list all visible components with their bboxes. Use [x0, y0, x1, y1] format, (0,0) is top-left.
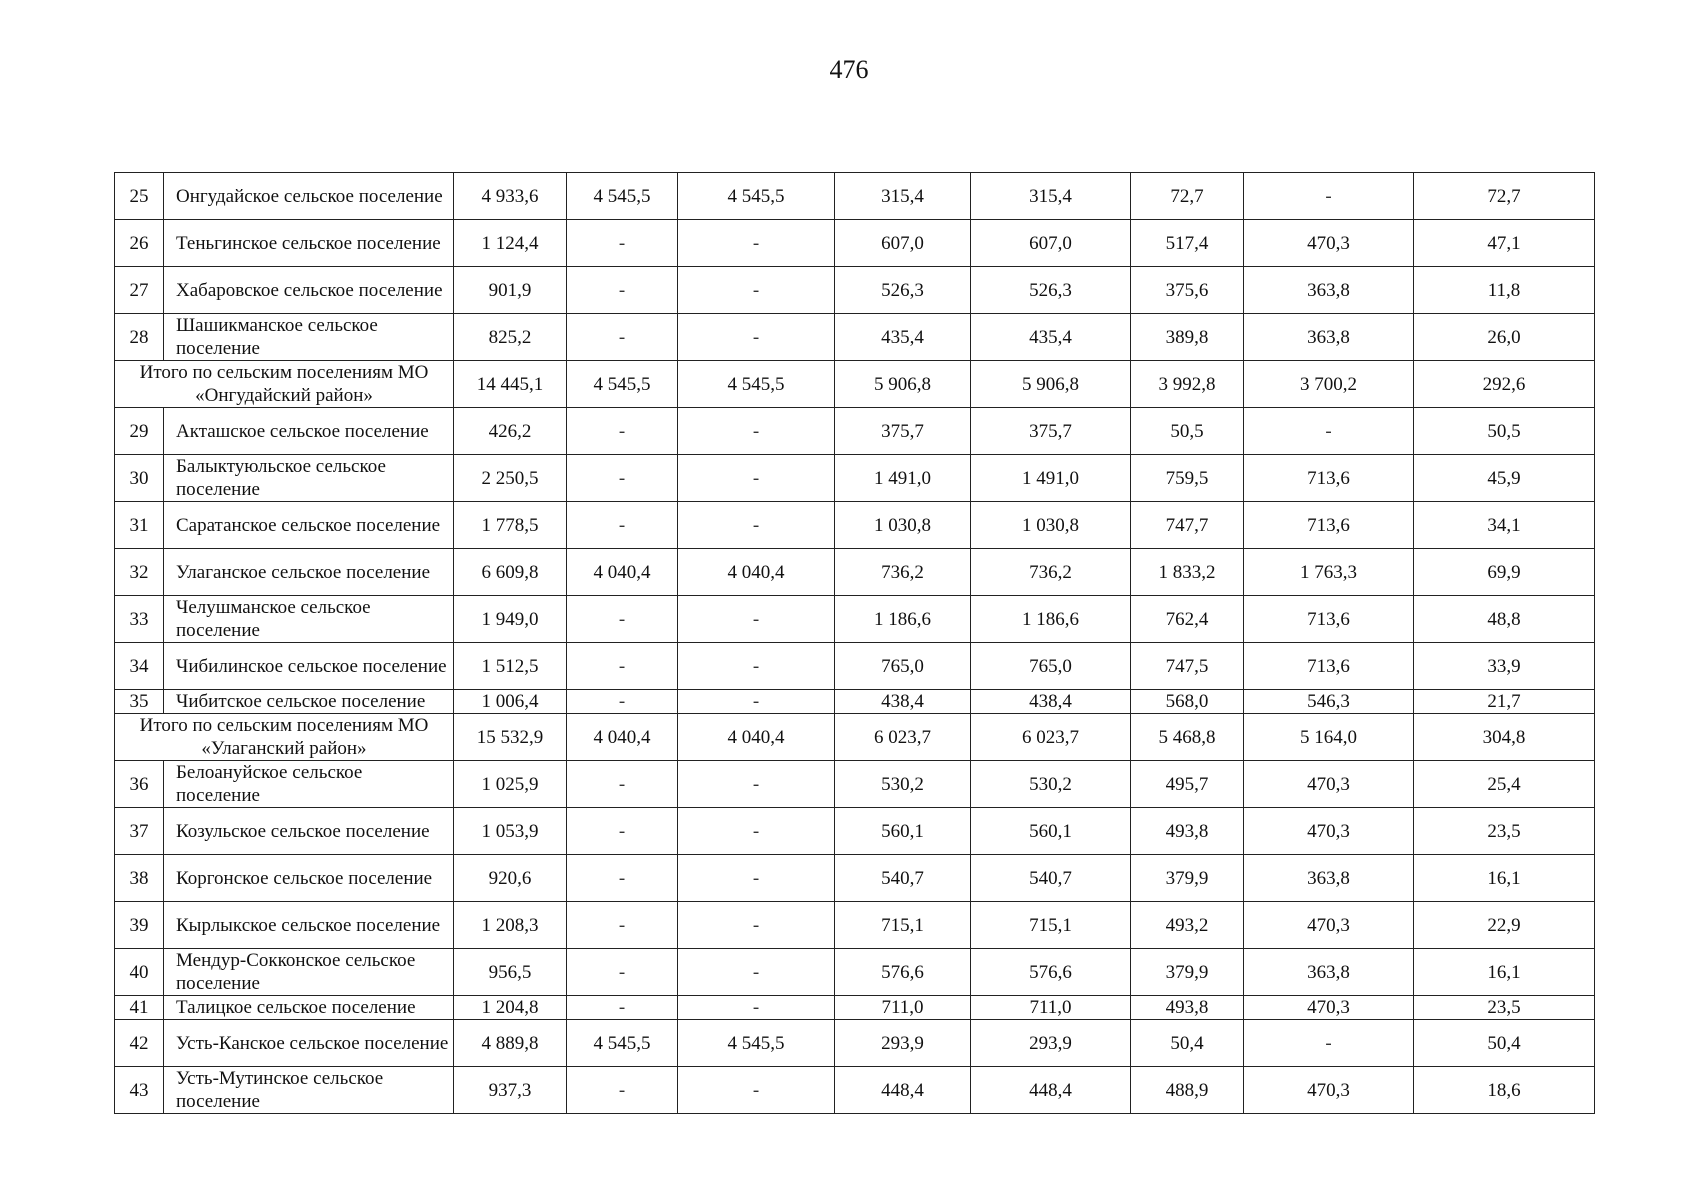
- value-cell: 34,1: [1414, 502, 1595, 549]
- value-cell: -: [678, 455, 835, 502]
- value-cell: 5 906,8: [835, 361, 971, 408]
- table-row: [115, 855, 1595, 902]
- value-cell: -: [567, 455, 678, 502]
- value-cell: 825,2: [454, 314, 567, 361]
- value-cell: 15 532,9: [454, 714, 567, 761]
- value-cell: 72,7: [1414, 173, 1595, 220]
- value-cell: 526,3: [971, 267, 1131, 314]
- value-cell: -: [567, 949, 678, 996]
- value-cell: -: [567, 761, 678, 808]
- value-cell: 470,3: [1244, 761, 1414, 808]
- row-number: 32: [115, 549, 164, 596]
- table-row: [115, 949, 1595, 996]
- settlement-name: Усть-Канское сельское поселение: [164, 1020, 454, 1067]
- value-cell: -: [567, 902, 678, 949]
- settlement-name: Коргонское сельское поселение: [164, 855, 454, 902]
- value-cell: 540,7: [835, 855, 971, 902]
- value-cell: 375,7: [971, 408, 1131, 455]
- row-number: 38: [115, 855, 164, 902]
- value-cell: -: [1244, 408, 1414, 455]
- table-total-row: [115, 361, 1595, 408]
- settlement-name: Онгудайское сельское поселение: [164, 173, 454, 220]
- value-cell: 363,8: [1244, 949, 1414, 996]
- value-cell: 1 949,0: [454, 596, 567, 643]
- table-row: [115, 808, 1595, 855]
- value-cell: 363,8: [1244, 855, 1414, 902]
- value-cell: 607,0: [835, 220, 971, 267]
- value-cell: 540,7: [971, 855, 1131, 902]
- value-cell: 4 040,4: [567, 714, 678, 761]
- value-cell: 2 250,5: [454, 455, 567, 502]
- value-cell: 72,7: [1131, 173, 1244, 220]
- settlement-name: Улаганское сельское поселение: [164, 549, 454, 596]
- value-cell: 4 545,5: [678, 361, 835, 408]
- value-cell: 4 889,8: [454, 1020, 567, 1067]
- row-number: 34: [115, 643, 164, 690]
- settlement-name: Усть-Мутинское сельское поселение: [164, 1067, 454, 1114]
- table-row: [115, 502, 1595, 549]
- settlement-name: Кырлыкское сельское поселение: [164, 902, 454, 949]
- settlement-name: Белоануйское сельское поселение: [164, 761, 454, 808]
- value-cell: 438,4: [971, 690, 1131, 714]
- value-cell: -: [678, 1067, 835, 1114]
- row-number: 25: [115, 173, 164, 220]
- table-row: [115, 408, 1595, 455]
- value-cell: 1 491,0: [971, 455, 1131, 502]
- value-cell: 23,5: [1414, 996, 1595, 1020]
- value-cell: -: [678, 314, 835, 361]
- settlement-name: Хабаровское сельское поселение: [164, 267, 454, 314]
- table-row: [115, 455, 1595, 502]
- value-cell: -: [567, 643, 678, 690]
- value-cell: -: [678, 902, 835, 949]
- settlement-name: Талицкое сельское поселение: [164, 996, 454, 1020]
- value-cell: 6 023,7: [835, 714, 971, 761]
- row-number: 42: [115, 1020, 164, 1067]
- value-cell: 576,6: [971, 949, 1131, 996]
- value-cell: 713,6: [1244, 455, 1414, 502]
- value-cell: -: [567, 314, 678, 361]
- value-cell: 1 053,9: [454, 808, 567, 855]
- value-cell: 1 006,4: [454, 690, 567, 714]
- value-cell: 69,9: [1414, 549, 1595, 596]
- settlement-name: Теньгинское сельское поселение: [164, 220, 454, 267]
- page-number: 476: [829, 55, 869, 84]
- value-cell: -: [567, 502, 678, 549]
- value-cell: 363,8: [1244, 267, 1414, 314]
- value-cell: 4 040,4: [567, 549, 678, 596]
- row-number: 33: [115, 596, 164, 643]
- value-cell: 1 833,2: [1131, 549, 1244, 596]
- value-cell: 5 906,8: [971, 361, 1131, 408]
- value-cell: 1 204,8: [454, 996, 567, 1020]
- value-cell: 470,3: [1244, 220, 1414, 267]
- value-cell: 713,6: [1244, 596, 1414, 643]
- value-cell: 1 025,9: [454, 761, 567, 808]
- settlement-name: Шашикманское сельское поселение: [164, 314, 454, 361]
- value-cell: 6 023,7: [971, 714, 1131, 761]
- value-cell: -: [567, 267, 678, 314]
- value-cell: 50,4: [1131, 1020, 1244, 1067]
- value-cell: 495,7: [1131, 761, 1244, 808]
- table-total-row: [115, 714, 1595, 761]
- value-cell: 1 491,0: [835, 455, 971, 502]
- value-cell: 901,9: [454, 267, 567, 314]
- value-cell: 765,0: [835, 643, 971, 690]
- value-cell: 920,6: [454, 855, 567, 902]
- value-cell: 517,4: [1131, 220, 1244, 267]
- value-cell: 526,3: [835, 267, 971, 314]
- value-cell: 715,1: [971, 902, 1131, 949]
- row-number: 37: [115, 808, 164, 855]
- value-cell: 48,8: [1414, 596, 1595, 643]
- value-cell: 493,8: [1131, 996, 1244, 1020]
- value-cell: -: [567, 408, 678, 455]
- row-number: 26: [115, 220, 164, 267]
- value-cell: -: [678, 643, 835, 690]
- value-cell: 47,1: [1414, 220, 1595, 267]
- value-cell: 6 609,8: [454, 549, 567, 596]
- settlement-name: Балыктуюльское сельское поселение: [164, 455, 454, 502]
- row-number: 43: [115, 1067, 164, 1114]
- value-cell: 568,0: [1131, 690, 1244, 714]
- value-cell: 293,9: [971, 1020, 1131, 1067]
- value-cell: -: [678, 996, 835, 1020]
- value-cell: 1 030,8: [971, 502, 1131, 549]
- row-number: 28: [115, 314, 164, 361]
- value-cell: 45,9: [1414, 455, 1595, 502]
- value-cell: 488,9: [1131, 1067, 1244, 1114]
- value-cell: -: [567, 855, 678, 902]
- value-cell: -: [567, 220, 678, 267]
- table-row: [115, 761, 1595, 808]
- value-cell: 375,6: [1131, 267, 1244, 314]
- table-row: [115, 1020, 1595, 1067]
- budget-table: [114, 172, 1595, 1114]
- value-cell: 26,0: [1414, 314, 1595, 361]
- value-cell: 438,4: [835, 690, 971, 714]
- value-cell: 375,7: [835, 408, 971, 455]
- value-cell: 3 700,2: [1244, 361, 1414, 408]
- value-cell: -: [678, 761, 835, 808]
- row-number: 31: [115, 502, 164, 549]
- value-cell: 33,9: [1414, 643, 1595, 690]
- value-cell: -: [678, 267, 835, 314]
- value-cell: 956,5: [454, 949, 567, 996]
- row-number: 29: [115, 408, 164, 455]
- value-cell: 3 992,8: [1131, 361, 1244, 408]
- value-cell: 711,0: [971, 996, 1131, 1020]
- table-row: [115, 173, 1595, 220]
- value-cell: 470,3: [1244, 1067, 1414, 1114]
- value-cell: 5 164,0: [1244, 714, 1414, 761]
- value-cell: 576,6: [835, 949, 971, 996]
- value-cell: 426,2: [454, 408, 567, 455]
- value-cell: 493,8: [1131, 808, 1244, 855]
- value-cell: 715,1: [835, 902, 971, 949]
- table-row: [115, 549, 1595, 596]
- value-cell: -: [678, 690, 835, 714]
- value-cell: 736,2: [835, 549, 971, 596]
- table-row: [115, 996, 1595, 1020]
- value-cell: 470,3: [1244, 808, 1414, 855]
- value-cell: 304,8: [1414, 714, 1595, 761]
- row-number: 30: [115, 455, 164, 502]
- value-cell: 530,2: [835, 761, 971, 808]
- total-label: Итого по сельским поселениям МО «Улаганский район»: [115, 714, 454, 761]
- table-row: [115, 902, 1595, 949]
- value-cell: 389,8: [1131, 314, 1244, 361]
- value-cell: 315,4: [971, 173, 1131, 220]
- value-cell: 448,4: [971, 1067, 1131, 1114]
- value-cell: 5 468,8: [1131, 714, 1244, 761]
- value-cell: 1 186,6: [835, 596, 971, 643]
- table-row: [115, 314, 1595, 361]
- value-cell: 4 933,6: [454, 173, 567, 220]
- value-cell: 470,3: [1244, 902, 1414, 949]
- value-cell: -: [678, 408, 835, 455]
- value-cell: 14 445,1: [454, 361, 567, 408]
- value-cell: 435,4: [835, 314, 971, 361]
- value-cell: 4 545,5: [567, 361, 678, 408]
- value-cell: 4 545,5: [678, 173, 835, 220]
- value-cell: 530,2: [971, 761, 1131, 808]
- value-cell: 292,6: [1414, 361, 1595, 408]
- value-cell: 1 124,4: [454, 220, 567, 267]
- value-cell: 1 512,5: [454, 643, 567, 690]
- table-row: [115, 267, 1595, 314]
- value-cell: -: [567, 808, 678, 855]
- value-cell: 50,5: [1414, 408, 1595, 455]
- value-cell: 16,1: [1414, 949, 1595, 996]
- settlement-name: Челушманское сельское поселение: [164, 596, 454, 643]
- value-cell: 560,1: [971, 808, 1131, 855]
- value-cell: 711,0: [835, 996, 971, 1020]
- value-cell: -: [567, 996, 678, 1020]
- value-cell: 607,0: [971, 220, 1131, 267]
- value-cell: 1 763,3: [1244, 549, 1414, 596]
- value-cell: 22,9: [1414, 902, 1595, 949]
- row-number: 27: [115, 267, 164, 314]
- value-cell: -: [678, 855, 835, 902]
- table-row: [115, 690, 1595, 714]
- value-cell: 50,5: [1131, 408, 1244, 455]
- value-cell: -: [567, 690, 678, 714]
- value-cell: 747,5: [1131, 643, 1244, 690]
- value-cell: 4 545,5: [678, 1020, 835, 1067]
- value-cell: 363,8: [1244, 314, 1414, 361]
- value-cell: 16,1: [1414, 855, 1595, 902]
- value-cell: 293,9: [835, 1020, 971, 1067]
- value-cell: 379,9: [1131, 855, 1244, 902]
- value-cell: 379,9: [1131, 949, 1244, 996]
- table-row: [115, 596, 1595, 643]
- settlement-name: Козульское сельское поселение: [164, 808, 454, 855]
- value-cell: 4 545,5: [567, 173, 678, 220]
- value-cell: 23,5: [1414, 808, 1595, 855]
- value-cell: 1 208,3: [454, 902, 567, 949]
- settlement-name: Чибитское сельское поселение: [164, 690, 454, 714]
- value-cell: -: [1244, 1020, 1414, 1067]
- value-cell: 765,0: [971, 643, 1131, 690]
- value-cell: 435,4: [971, 314, 1131, 361]
- value-cell: 759,5: [1131, 455, 1244, 502]
- value-cell: 50,4: [1414, 1020, 1595, 1067]
- value-cell: 470,3: [1244, 996, 1414, 1020]
- value-cell: 1 030,8: [835, 502, 971, 549]
- row-number: 40: [115, 949, 164, 996]
- value-cell: 736,2: [971, 549, 1131, 596]
- value-cell: 747,7: [1131, 502, 1244, 549]
- value-cell: 4 040,4: [678, 549, 835, 596]
- value-cell: 762,4: [1131, 596, 1244, 643]
- value-cell: 18,6: [1414, 1067, 1595, 1114]
- row-number: 39: [115, 902, 164, 949]
- value-cell: 937,3: [454, 1067, 567, 1114]
- settlement-name: Мендур-Сокконское сельское поселение: [164, 949, 454, 996]
- table-row: [115, 220, 1595, 267]
- row-number: 41: [115, 996, 164, 1020]
- value-cell: 546,3: [1244, 690, 1414, 714]
- value-cell: -: [678, 808, 835, 855]
- value-cell: -: [678, 220, 835, 267]
- table-row: [115, 643, 1595, 690]
- settlement-name: Акташское сельское поселение: [164, 408, 454, 455]
- value-cell: 493,2: [1131, 902, 1244, 949]
- value-cell: -: [678, 502, 835, 549]
- value-cell: -: [567, 596, 678, 643]
- value-cell: 315,4: [835, 173, 971, 220]
- settlement-name: Чибилинское сельское поселение: [164, 643, 454, 690]
- value-cell: 25,4: [1414, 761, 1595, 808]
- value-cell: 11,8: [1414, 267, 1595, 314]
- value-cell: -: [1244, 173, 1414, 220]
- value-cell: 713,6: [1244, 502, 1414, 549]
- settlement-name: Саратанское сельское поселение: [164, 502, 454, 549]
- value-cell: -: [678, 949, 835, 996]
- row-number: 36: [115, 761, 164, 808]
- value-cell: -: [567, 1067, 678, 1114]
- value-cell: 4 040,4: [678, 714, 835, 761]
- value-cell: 560,1: [835, 808, 971, 855]
- table-row: [115, 1067, 1595, 1114]
- value-cell: -: [678, 596, 835, 643]
- value-cell: 713,6: [1244, 643, 1414, 690]
- value-cell: 1 778,5: [454, 502, 567, 549]
- total-label: Итого по сельским поселениям МО «Онгудайский район»: [115, 361, 454, 408]
- value-cell: 1 186,6: [971, 596, 1131, 643]
- value-cell: 448,4: [835, 1067, 971, 1114]
- value-cell: 4 545,5: [567, 1020, 678, 1067]
- row-number: 35: [115, 690, 164, 714]
- value-cell: 21,7: [1414, 690, 1595, 714]
